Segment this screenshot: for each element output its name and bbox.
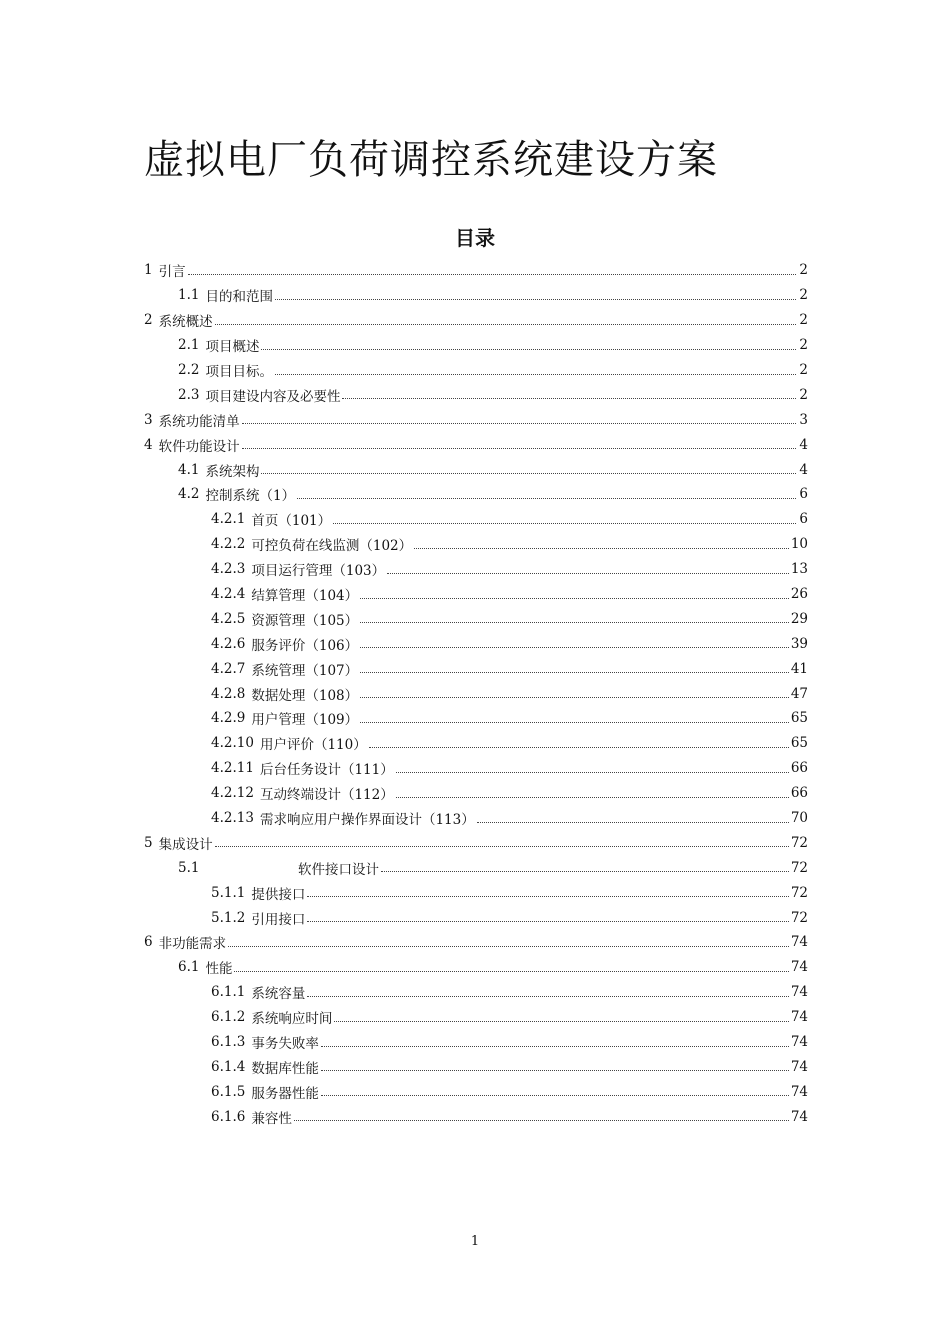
toc-entry[interactable] [144,731,808,756]
toc-dot-leader [307,921,788,922]
toc-entry[interactable] [144,358,808,383]
toc-dot-leader [307,896,788,897]
toc-entry-page: 2 [799,262,808,279]
toc-entry-number: 4.2.7 [211,660,246,677]
page-number: 1 [470,1234,480,1249]
toc-entry-page: 72 [790,859,808,876]
toc-dot-leader [360,722,789,723]
toc-entry-page: 2 [799,287,808,304]
toc-entry-page: 4 [799,436,808,453]
toc-dot-leader [275,374,796,375]
toc-entry-number: 6.1.5 [211,1083,246,1100]
toc-entry-title: 引言 [158,264,186,281]
toc-entry-title: 项目建设内容及必要性 [205,388,341,405]
toc-entry-number: 2.2 [178,362,200,378]
toc-entry-page: 72 [790,909,808,926]
toc-dot-leader [215,324,796,325]
toc-entry[interactable] [144,457,808,482]
toc-entry-title: 服务器性能 [251,1085,319,1102]
toc-dot-leader [381,871,789,872]
toc-dot-leader [414,548,789,549]
toc-entry-number: 1.1 [178,287,200,304]
toc-entry[interactable] [144,308,808,333]
toc-entry[interactable] [144,1104,808,1129]
toc-entry[interactable] [144,407,808,432]
toc-entry[interactable] [144,880,808,905]
toc-dot-leader [321,1046,789,1047]
toc-entry[interactable] [144,855,808,880]
toc-dot-leader [261,473,796,474]
toc-entry-number: 5.1.2 [211,909,246,926]
toc-entry-title: 性能 [205,961,233,978]
toc-entry-number: 1 [144,262,153,279]
toc-entry-title: 数据库性能 [251,1060,319,1077]
toc-entry-page: 3 [799,411,808,428]
toc-entry-page: 65 [790,735,808,752]
toc-entry-page: 74 [790,934,808,951]
toc-entry-title: 系统容量 [251,986,306,1003]
toc-entry-title: 互动终端设计（112） [259,787,394,804]
toc-entry-title: 事务失败率 [251,1036,319,1053]
toc-entry-number: 2.1 [178,337,200,354]
toc-entry-number: 5.1.1 [211,884,246,901]
toc-dot-leader [369,747,789,748]
toc-entry-number: 4.2.2 [211,536,246,553]
toc-entry-title: 目的和范围 [205,289,273,306]
toc-entry[interactable] [144,557,808,582]
toc-entry-page: 70 [790,810,808,827]
toc-dot-leader [360,598,789,599]
toc-entry[interactable] [144,706,808,731]
toc-entry-title: 软件接口设计 [298,861,379,878]
toc-entry-number: 4.2.4 [211,586,246,603]
toc-entry[interactable] [144,905,808,930]
toc-entry[interactable] [144,1030,808,1055]
toc-entry[interactable] [144,830,808,855]
toc-entry-number: 6.1.6 [211,1108,246,1125]
toc-entry-page: 47 [790,685,808,702]
toc-dot-leader [297,498,796,499]
toc-entry-number: 4.1 [178,461,200,478]
toc-entry-number: 4 [144,436,153,453]
toc-entry-title: 用户管理（109） [251,712,359,729]
toc-dot-leader [360,672,789,673]
toc-entry-number: 5.1 [178,859,200,876]
toc-entry[interactable] [144,681,808,706]
toc-entry-page: 74 [790,1009,808,1026]
toc-entry-page: 6 [799,511,808,528]
toc-dot-leader [342,398,796,399]
toc-entry[interactable] [144,606,808,631]
toc-entry-title: 项目概述 [205,339,260,356]
toc-entry-title: 用户评价（110） [259,737,367,754]
toc-dot-leader [215,846,789,847]
toc-dot-leader [321,1070,789,1071]
toc-entry-number: 4.2.10 [211,735,254,752]
toc-entry[interactable] [144,582,808,607]
toc-entry[interactable] [144,980,808,1005]
toc-entry-title: 结算管理（104） [251,588,359,605]
toc-entry-title: 引用接口 [251,911,306,928]
toc-entry-page: 41 [790,660,808,677]
toc-entry[interactable] [144,806,808,831]
toc-entry[interactable] [144,781,808,806]
toc-entry[interactable] [144,333,808,358]
toc-entry-title: 项目目标。 [205,364,273,380]
toc-entry-number: 3 [144,411,153,428]
toc-entry[interactable] [144,656,808,681]
toc-entry-number: 4.2.9 [211,710,246,727]
toc-entry-page: 66 [790,760,808,777]
toc-dot-leader [307,996,788,997]
toc-entry-number: 4.2.12 [211,785,254,802]
toc-entry-page: 10 [790,536,808,553]
toc-dot-leader [261,349,796,350]
toc-entry-page: 74 [790,1083,808,1100]
toc-entry[interactable] [144,756,808,781]
toc-dot-leader [242,448,796,449]
toc-entry-number: 2 [144,312,153,329]
toc-entry-page: 66 [790,785,808,802]
toc-entry-page: 2 [799,362,808,378]
toc-entry[interactable] [144,1079,808,1104]
toc-entry-number: 6.1 [178,959,200,976]
toc-entry-title: 后台任务设计（111） [259,762,394,779]
toc-dot-leader [360,647,789,648]
toc-entry-title: 首页（101） [251,513,332,530]
toc-entry-title: 控制系统（1） [205,488,296,505]
toc-entry[interactable] [144,507,808,532]
toc-heading: 目录 [455,226,495,250]
toc-entry[interactable] [144,1055,808,1080]
toc-entry-page: 74 [790,984,808,1001]
toc-entry-page: 65 [790,710,808,727]
toc-entry-number: 4.2.11 [211,760,254,777]
toc-entry-number: 6.1.4 [211,1058,246,1075]
toc-entry-page: 72 [790,884,808,901]
toc-entry-page: 2 [799,312,808,329]
toc-dot-leader [321,1095,789,1096]
toc-entry-title: 系统管理（107） [251,662,359,679]
toc-entry-page: 6 [799,486,808,503]
toc-entry[interactable] [144,955,808,980]
toc-entry-page: 26 [790,586,808,603]
toc-entry-page: 29 [790,610,808,627]
toc-dot-leader [334,1021,788,1022]
toc-entry-number: 4.2 [178,486,200,503]
toc-dot-leader [333,523,796,524]
toc-entry-number: 2.3 [178,386,200,403]
toc-entry-number: 6.1.3 [211,1034,246,1051]
toc-entry-title: 软件功能设计 [158,438,240,455]
toc-entry-number: 4.2.5 [211,610,246,627]
toc-dot-leader [188,274,796,275]
toc-entry[interactable] [144,432,808,457]
toc-entry-number: 4.2.13 [211,810,254,827]
toc-entry-title: 数据处理（108） [251,687,359,704]
toc-dot-leader [228,946,789,947]
toc-entry-title: 系统架构 [205,463,260,480]
toc-entry-page: 74 [790,959,808,976]
toc-entry-number: 6.1.1 [211,984,246,1001]
toc-entry-page: 13 [790,561,808,578]
toc-entry-title: 集成设计 [158,836,213,853]
toc-dot-leader [396,797,789,798]
toc-dot-leader [275,299,796,300]
toc-entry-page: 74 [790,1058,808,1075]
toc-entry-number: 5 [144,834,153,851]
toc-dot-leader [387,573,789,574]
toc-entry-number: 4.2.6 [211,635,246,652]
toc-entry-number: 4.2.8 [211,685,246,702]
toc-entry[interactable] [144,631,808,656]
toc-dot-leader [360,697,789,698]
toc-dot-leader [360,622,789,623]
toc-entry-page: 2 [799,386,808,403]
toc-entry-title: 服务评价（106） [251,637,359,654]
toc-entry-title: 可控负荷在线监测（102） [251,538,413,555]
toc-entry-page: 72 [790,834,808,851]
toc-entry-page: 74 [790,1034,808,1051]
document-title: 虚拟电厂负荷调控系统建设方案 [144,137,718,183]
toc-entry-page: 39 [790,635,808,652]
toc-entry-title: 系统概述 [158,314,213,331]
toc-entry[interactable] [144,382,808,407]
toc-entry[interactable] [144,258,808,283]
toc-dot-leader [294,1120,789,1121]
toc-entry-number: 6.1.2 [211,1009,246,1026]
toc-dot-leader [242,423,796,424]
toc-dot-leader [477,822,789,823]
toc-entry-title: 非功能需求 [158,936,227,953]
toc-entry-title: 项目运行管理（103） [251,563,386,580]
toc-entry-number: 4.2.3 [211,561,246,578]
toc-entry[interactable] [144,283,808,308]
toc-entry-title: 系统响应时间 [251,1011,333,1028]
toc-entry-title: 提供接口 [251,886,306,903]
toc-dot-leader [234,971,788,972]
toc-entry-page: 74 [790,1108,808,1125]
toc-entry-title: 系统功能清单 [158,413,240,430]
toc-entry-number: 4.2.1 [211,511,246,528]
toc-entry[interactable] [144,482,808,507]
toc-entry-page: 2 [799,337,808,354]
toc-entry[interactable] [144,532,808,557]
toc-entry-number: 6 [144,934,153,951]
toc-entry-title: 资源管理（105） [251,612,359,629]
toc-entry-title: 需求响应用户操作界面设计（113） [259,812,475,829]
toc-entry-title: 兼容性 [251,1110,292,1127]
toc-entry-page: 4 [799,461,808,478]
table-of-contents [144,258,808,1129]
toc-entry[interactable] [144,1005,808,1030]
toc-dot-leader [396,772,789,773]
toc-entry[interactable] [144,930,808,955]
